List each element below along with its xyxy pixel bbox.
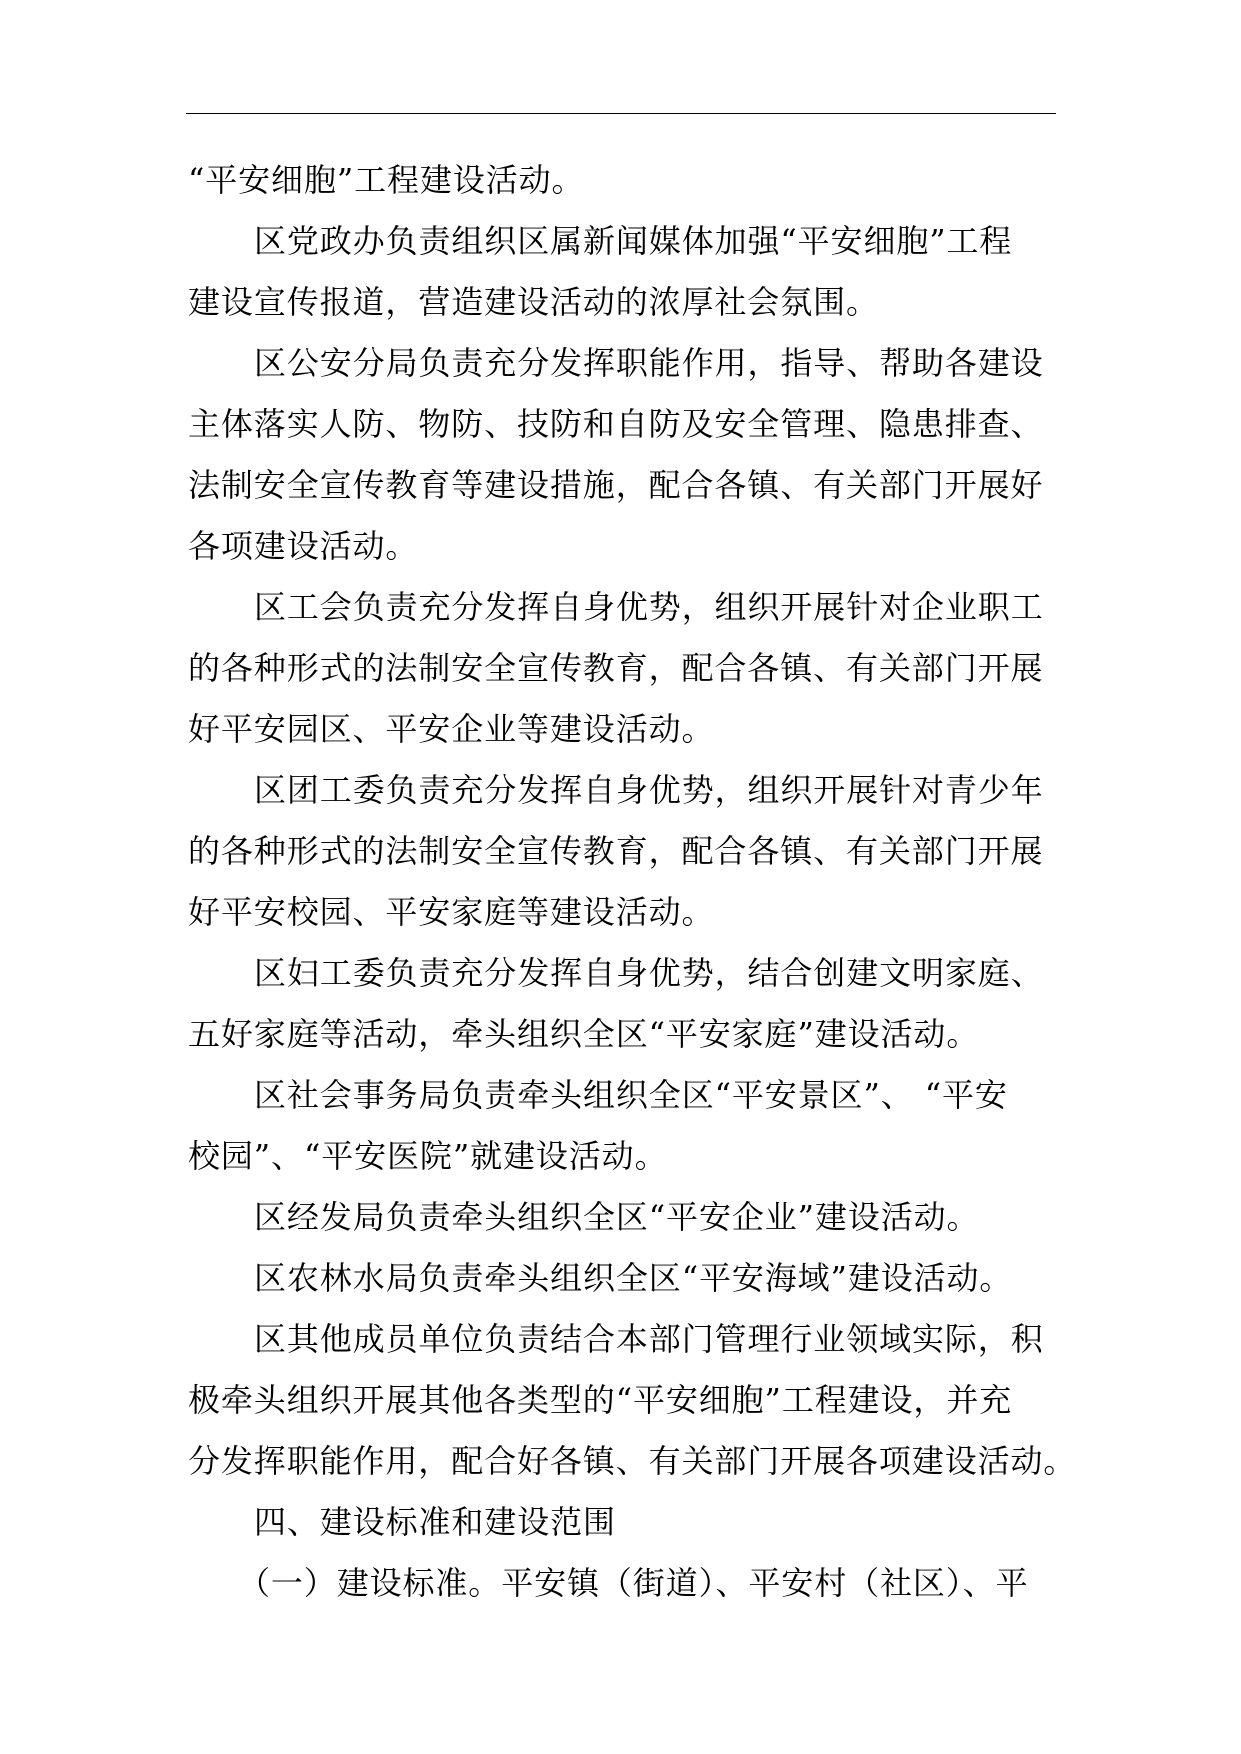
- section-heading: 四、建设标准和建设范围: [254, 1503, 616, 1541]
- text-line: 区农林水局负责牵头组织全区“平安海域”建设活动。: [254, 1259, 1013, 1297]
- text-line: 区公安分局负责充分发挥职能作用，指导、帮助各建设: [254, 344, 1044, 382]
- text-line: 好平安园区、平安企业等建设活动。: [188, 710, 715, 748]
- text-line: 区党政办负责组织区属新闻媒体加强“平安细胞”工程: [254, 222, 1013, 260]
- text-line: 好平安校园、平安家庭等建设活动。: [188, 893, 715, 931]
- text-line: 主体落实人防、物防、技防和自防及安全管理、隐患排查、: [188, 405, 1044, 443]
- document-body: [188, 150, 1077, 1614]
- text-line: “平安细胞”工程建设活动。: [188, 161, 585, 199]
- text-line: 区社会事务局负责牵头组织全区“平安景区”、 “平安: [254, 1076, 1008, 1114]
- text-line: 各项建设活动。: [188, 527, 419, 565]
- text-line: 极牵头组织开展其他各类型的“平安细胞”工程建设，并充: [188, 1381, 1013, 1419]
- text-line: 的各种形式的法制安全宣传教育，配合各镇、有关部门开展: [188, 649, 1044, 687]
- text-line: 区其他成员单位负责结合本部门管理行业领域实际，积: [254, 1320, 1044, 1358]
- text-line: 建设宣传报道，营造建设活动的浓厚社会氛围。: [188, 283, 879, 321]
- text-line: 五好家庭等活动，牵头组织全区“平安家庭”建设活动。: [188, 1015, 980, 1053]
- text-line: 区妇工委负责充分发挥自身优势，结合创建文明家庭、: [254, 954, 1044, 992]
- text-line: 区团工委负责充分发挥自身优势，组织开展针对青少年: [254, 771, 1044, 809]
- text-line: 法制安全宣传教育等建设措施，配合各镇、有关部门开展好: [188, 466, 1044, 504]
- text-line: 区经发局负责牵头组织全区“平安企业”建设活动。: [254, 1198, 980, 1236]
- text-line: 分发挥职能作用，配合好各镇、有关部门开展各项建设活动。: [188, 1442, 1077, 1480]
- text-line: 的各种形式的法制安全宣传教育，配合各镇、有关部门开展: [188, 832, 1044, 870]
- header-rule: [186, 113, 1056, 114]
- text-line: 校园”、“平安医院”就建设活动。: [188, 1137, 668, 1175]
- text-line: 区工会负责充分发挥自身优势，组织开展针对企业职工: [254, 588, 1044, 626]
- subsection-heading: （一）建设标准。平安镇（街道）、平安村（社区）、平: [238, 1564, 1029, 1602]
